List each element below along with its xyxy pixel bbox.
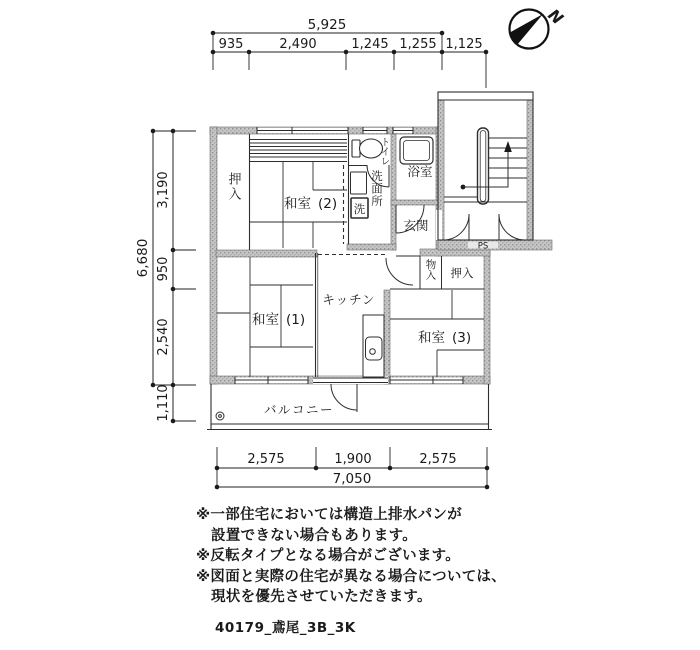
note-line-1: 設置できない場合もあります。: [211, 527, 418, 544]
door-opening-entrance: [436, 210, 442, 240]
room-label-washitsu2: 和室: [284, 196, 311, 212]
dim-left-seg-0: 3,190: [156, 171, 171, 209]
note-line-3: ※図面と実際の住宅が異なる場合については、: [196, 568, 507, 585]
room-label-ps: PS: [477, 241, 489, 252]
room-label-closet-top-left: 押入: [225, 172, 241, 202]
window-washitsu1-balcony: [235, 377, 308, 385]
bathtub-icon: [400, 137, 433, 164]
window-washitsu3-balcony: [390, 377, 463, 385]
note-line-4: 現状を優先させていただきます。: [211, 589, 432, 605]
dim-left-seg-2: 2,540: [156, 318, 171, 356]
room-label-closet-right: 押入: [450, 266, 474, 280]
dim-left-seg-3: 1,110: [156, 384, 171, 422]
kitchen-counter: [363, 315, 384, 377]
room-label-washitsu2-num: (2): [318, 196, 338, 212]
room-label-laundry: 洗: [353, 202, 366, 216]
wall-washroom-bottom: [347, 244, 396, 250]
room-label-storage: 物入: [424, 259, 437, 280]
room-label-kitchen: キッチン: [322, 292, 376, 307]
wall-bath-bottom: [391, 200, 442, 205]
room-label-toilet: トイレ: [378, 137, 390, 166]
dim-bottom-seg-2: 2,575: [419, 452, 457, 467]
wall-bath-left: [391, 134, 396, 250]
note-line-2: ※反転タイプとなる場合がございます。: [196, 548, 461, 564]
dim-top-seg-4: 1,125: [445, 37, 483, 52]
door-opening-kitchen-balcony: [313, 377, 388, 385]
note-line-0: ※一部住宅においては構造上排水パンが: [196, 507, 462, 523]
room-label-balcony: バルコニー: [264, 402, 335, 417]
dim-bottom-total: 7,050: [332, 471, 372, 487]
dim-left-seg-1: 950: [156, 256, 171, 282]
wall-right-lower: [484, 250, 490, 384]
room-label-washitsu3: 和室: [418, 330, 445, 346]
dim-top-seg-2: 1,245: [351, 37, 389, 52]
notes: [196, 505, 526, 608]
wall-mid-left: [216, 250, 317, 257]
room-label-bath: 浴室: [407, 164, 433, 179]
window-bath-top: [393, 127, 413, 134]
plan-id: 40179_鳶尾_3B_3K: [215, 620, 356, 636]
room-label-entrance: 玄関: [403, 218, 429, 233]
dim-top-total: 5,925: [307, 17, 347, 33]
window-washitsu2-top: [257, 127, 348, 134]
room-label-washitsu3-num: (3): [452, 330, 472, 346]
room-label-washroom: 洗面所: [370, 170, 384, 208]
room-label-washitsu1-num: (1): [286, 312, 306, 328]
wall-stair-right: [527, 100, 533, 240]
dim-bottom-seg-1: 1,900: [334, 452, 372, 467]
room-label-washitsu1: 和室: [252, 312, 279, 328]
balcony-drain: [216, 412, 224, 420]
washbasin-icon: [351, 172, 367, 194]
wall-kitchen-right: [384, 290, 390, 384]
dim-bottom-seg-0: 2,575: [247, 452, 285, 467]
north-label: N: [544, 5, 567, 29]
dim-top-seg-3: 1,255: [399, 37, 437, 52]
dim-top-seg-0: 935: [218, 37, 244, 52]
dim-left-total: 6,680: [135, 238, 151, 278]
window-toilet-top: [363, 127, 387, 134]
dim-top-seg-1: 2,490: [279, 37, 317, 52]
